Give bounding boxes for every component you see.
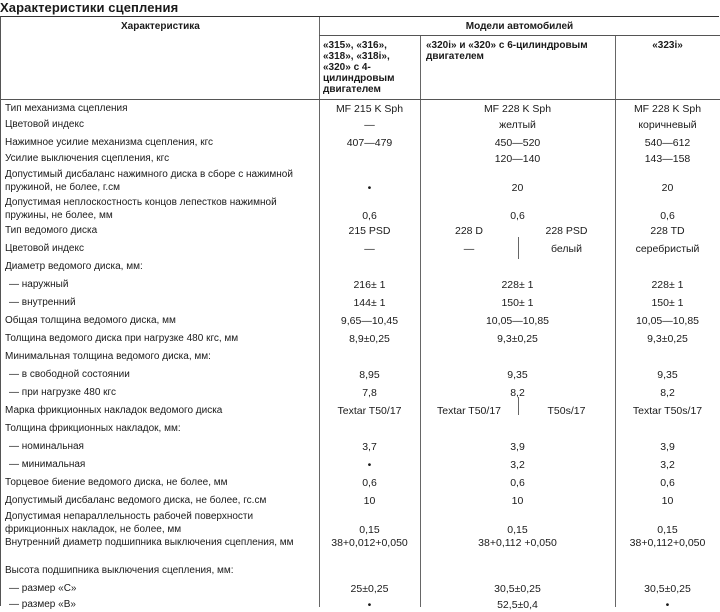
row-label: — внутренний — [9, 297, 76, 308]
row-label: Допустимый дисбаланс ведомого диска, не более, гс.см — [5, 495, 267, 506]
row-value-c3: серебристый — [635, 243, 700, 255]
row-value-c1: 8,9±0,25 — [349, 333, 390, 345]
row-value-c3: 150± 1 — [651, 297, 684, 309]
row-label: — размер «В» — [9, 599, 76, 610]
row-value-c3: 9,35 — [657, 369, 678, 381]
row-value-c2: 8,2 — [510, 387, 525, 399]
row-label: Нажимное усилие механизма сцепления, кгс — [5, 137, 214, 148]
row-label: Марка фрикционных накладок ведомого диска — [5, 405, 223, 416]
row-value-c3: 20 — [661, 182, 674, 194]
row-value-c1: 7,8 — [362, 387, 377, 399]
row-value-c1: — — [364, 119, 375, 131]
row-value-c1: • — [367, 599, 372, 611]
row-value-c2: 3,2 — [510, 459, 525, 471]
row-value-c2: MF 228 K Sph — [483, 103, 552, 115]
row-value-c3: 10 — [661, 495, 674, 507]
row-label: Допустимая непараллельность рабочей поверхности фрикционных накладок, не более, мм — [5, 511, 254, 535]
row-value-c2: 9,3±0,25 — [497, 333, 538, 345]
row-value-c1: 38+0,012+0,050 — [331, 537, 408, 549]
row-label: — минимальная — [9, 459, 86, 470]
row-value-c2: 0,6 — [510, 477, 525, 489]
row-label: Тип ведомого диска — [5, 225, 98, 236]
specs-table — [0, 16, 719, 611]
row-value-c3: 228 TD — [650, 225, 685, 237]
row-value-c1: • — [367, 459, 372, 471]
row-value-c3: 3,2 — [660, 459, 675, 471]
row-value-c1: 9,65—10,45 — [340, 315, 399, 327]
header-col1: «315», «316», «318», «318i», «320» с 4-цилиндровым двигателем — [323, 40, 395, 95]
header-models-line — [319, 35, 720, 36]
row-value-c3: 0,15 — [657, 524, 678, 536]
header-col2: «320i» и «320» с 6-цилиндровым двигателем — [426, 40, 588, 62]
row-value-c3: 38+0,112+0,050 — [629, 537, 706, 549]
row-value-c2b: T50s/17 — [547, 405, 586, 417]
row-value-c1: • — [367, 182, 372, 194]
row-label: Толщина ведомого диска при нагрузке 480 кгс, мм — [5, 333, 239, 344]
row-value-c1: — — [364, 243, 375, 255]
row-label: Цветовой индекс — [5, 119, 84, 130]
row-label: Минимальная толщина ведомого диска, мм: — [5, 351, 211, 362]
row-label: Допустимая неплоскостность концов лепестков нажимной пружины, не более, мм — [5, 197, 277, 221]
row-value-c2: 450—520 — [494, 137, 541, 149]
row-label: — при нагрузке 480 кгс — [9, 387, 116, 398]
row-value-c2: 0,6 — [510, 210, 525, 222]
row-value-c2: 0,15 — [507, 524, 528, 536]
row-value-c2: 120—140 — [494, 153, 541, 165]
row-value-c3: Textar T50s/17 — [632, 405, 703, 417]
row-label: Высота подшипника выключения сцепления, мм: — [5, 565, 234, 576]
header-bottom-line — [1, 99, 720, 100]
row-label: Цветовой индекс — [5, 243, 84, 254]
row-label: Допустимый дисбаланс нажимного диска в сборе с нажимной пружиной, не более, г.см — [5, 169, 293, 193]
row-value-c2a: Textar T50/17 — [436, 405, 501, 417]
row-label: Усилие выключения сцепления, кгс — [5, 153, 170, 164]
row-value-c1: Textar T50/17 — [337, 405, 402, 417]
row-value-c3: 30,5±0,25 — [644, 583, 691, 595]
row-value-c1: 8,95 — [359, 369, 380, 381]
row-value-c3: 3,9 — [660, 441, 675, 453]
row-label: — наружный — [9, 279, 69, 290]
row-value-c1: 10 — [363, 495, 376, 507]
row-value-c1: 0,6 — [362, 210, 377, 222]
row-value-c3: 540—612 — [644, 137, 691, 149]
row-value-c1: 215 PSD — [348, 225, 391, 237]
header-models: Модели автомобилей — [465, 21, 574, 32]
row-label: Толщина фрикционных накладок, мм: — [5, 423, 181, 434]
row-value-c3: MF 228 K Sph — [633, 103, 702, 115]
row-value-c2: 228± 1 — [501, 279, 534, 291]
row-value-c2: 20 — [511, 182, 524, 194]
row-value-c3: 228± 1 — [651, 279, 684, 291]
row-value-c3: 10,05—10,85 — [635, 315, 700, 327]
row-value-c3: 9,3±0,25 — [647, 333, 688, 345]
row-label: — размер «С» — [9, 583, 77, 594]
row-value-c2: желтый — [499, 119, 536, 131]
header-characteristic: Характеристика — [121, 21, 200, 32]
row-value-c1: 144± 1 — [353, 297, 386, 309]
row-label: Диаметр ведомого диска, мм: — [5, 261, 143, 272]
row-label: — номинальная — [9, 441, 84, 452]
row-value-c1: 0,15 — [359, 524, 380, 536]
page-title: Характеристики сцепления — [0, 0, 179, 15]
row-value-c2b: 228 PSD — [545, 225, 588, 237]
row-value-c1: 25±0,25 — [350, 583, 389, 595]
row-value-c1: 3,7 — [362, 441, 377, 453]
row-value-c2: 150± 1 — [501, 297, 534, 309]
row-value-c3: 0,6 — [660, 210, 675, 222]
header-col3: «323i» — [652, 40, 683, 51]
row-value-c3: 8,2 — [660, 387, 675, 399]
row-label: Внутренний диаметр подшипника выключения сцепления, мм — [5, 537, 294, 548]
row-value-c2: 10 — [511, 495, 524, 507]
row-label: — в свободной состоянии — [9, 369, 130, 380]
row-value-c1: 0,6 — [362, 477, 377, 489]
row-label: Общая толщина ведомого диска, мм — [5, 315, 176, 326]
row-value-c3: коричневый — [638, 119, 697, 131]
row-value-c2b: белый — [551, 243, 582, 255]
row-value-c2: 10,05—10,85 — [485, 315, 550, 327]
row-label: Торцевое биение ведомого диска, не более, мм — [5, 477, 228, 488]
row-value-c2a: 228 D — [454, 225, 484, 237]
row-value-c1: MF 215 K Sph — [335, 103, 404, 115]
row-value-c1: 407—479 — [346, 137, 393, 149]
row-value-c3: 0,6 — [660, 477, 675, 489]
row-value-c1: 216± 1 — [353, 279, 386, 291]
row-value-c2: 52,5±0,4 — [497, 599, 538, 611]
row-value-c2: 3,9 — [510, 441, 525, 453]
row-value-c2: 38+0,112 +0,050 — [478, 537, 557, 549]
row-label: Тип механизма сцепления — [5, 103, 128, 114]
row-value-c3: 143—158 — [644, 153, 691, 165]
row-value-c2a: — — [463, 243, 475, 255]
row-value-c3: • — [665, 599, 670, 611]
row-value-c2: 9,35 — [507, 369, 528, 381]
row-value-c2: 30,5±0,25 — [494, 583, 541, 595]
